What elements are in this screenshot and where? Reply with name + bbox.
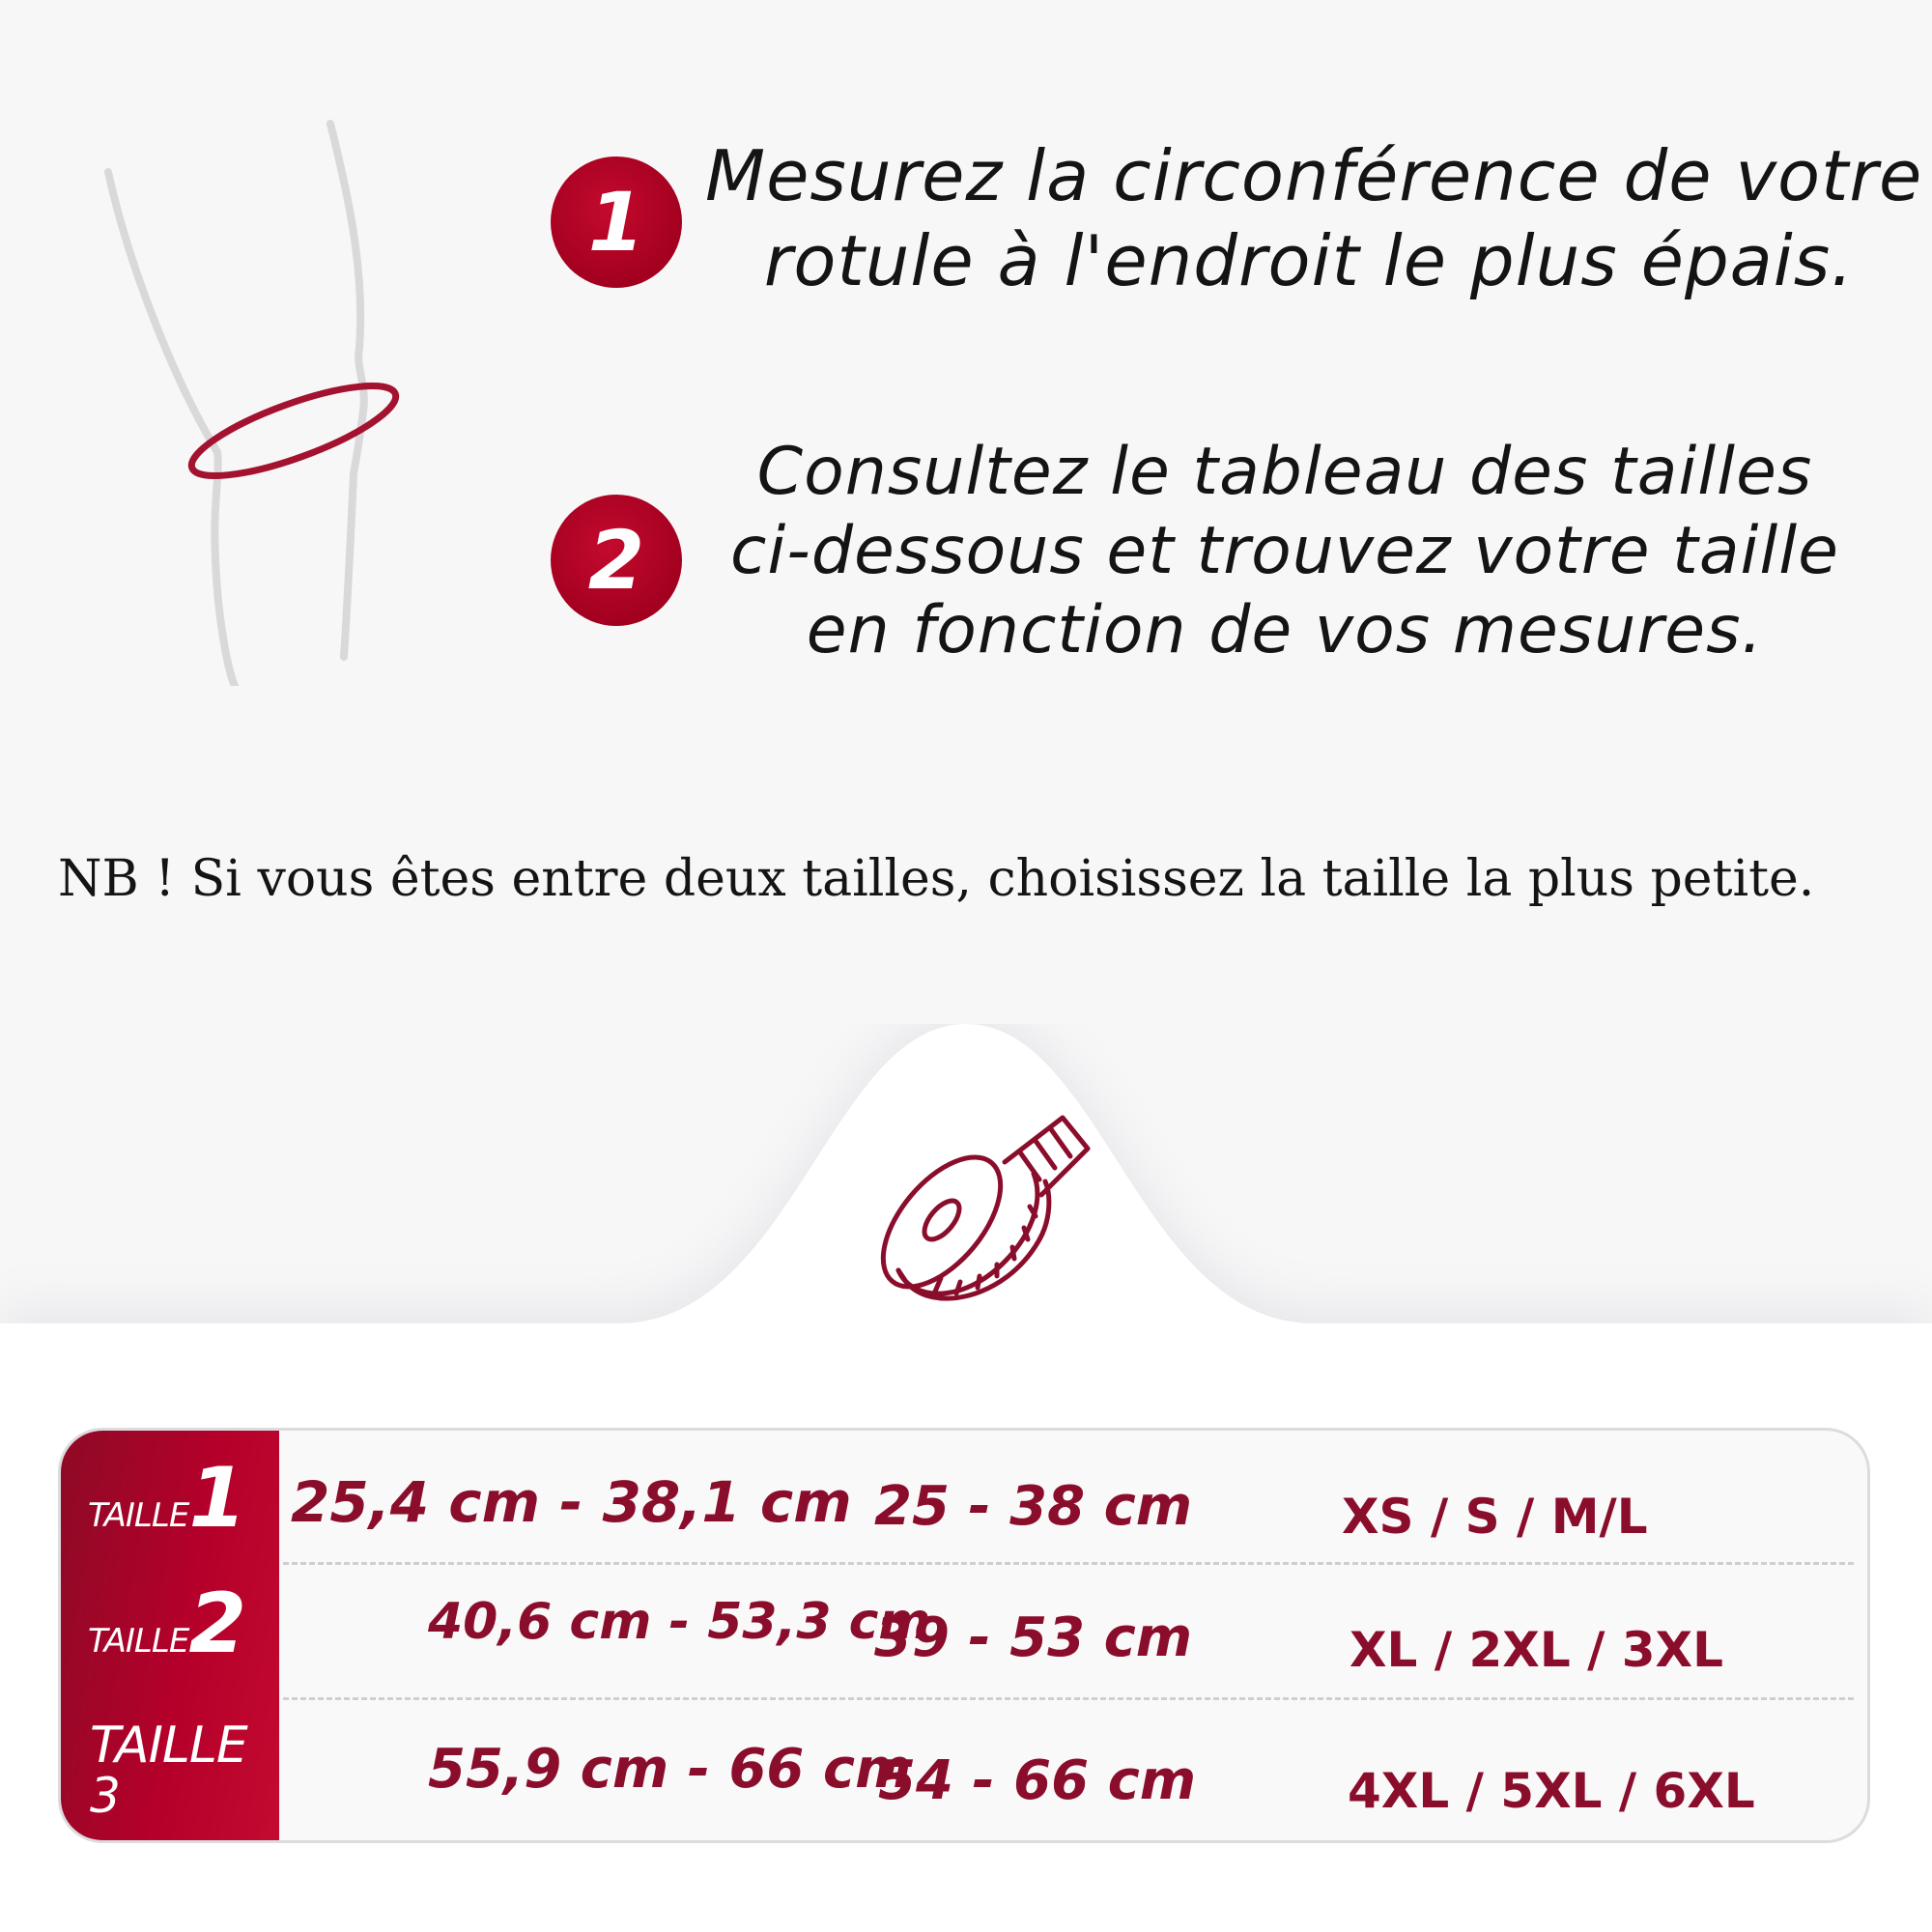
size-number-2: 2 (188, 1576, 247, 1672)
size-label-1 (88, 1450, 246, 1547)
fit-2: XL / 2XL / 3XL (1350, 1622, 1723, 1678)
range-b-2: 39 - 53 cm (874, 1606, 1193, 1669)
size-number-3: 3 (90, 1768, 121, 1824)
size-word-2: TAILLE (88, 1622, 189, 1661)
step-1-text (705, 133, 1923, 303)
size-label-2 (88, 1576, 246, 1672)
range-a-2: 40,6 cm - 53,3 cm (428, 1593, 931, 1651)
size-table (58, 1428, 1870, 1843)
range-a-1: 25,4 cm - 38,1 cm (291, 1469, 852, 1535)
size-label-3 (90, 1717, 264, 1824)
step-1-line-2: rotule à l'endroit le plus épais. (763, 220, 1855, 301)
fit-1: XS / S / M/L (1342, 1489, 1648, 1545)
step-2-badge: 2 (551, 495, 682, 626)
fit-3: 4XL / 5XL / 6XL (1348, 1763, 1755, 1819)
size-number-1: 1 (188, 1450, 247, 1547)
measuring-tape-icon (860, 1106, 1101, 1319)
sizing-note: NB ! Si vous êtes entre deux tailles, choisissez la taille la plus petite. (58, 850, 1815, 908)
step-2-line-1: Consultez le tableau des tailles (756, 434, 1813, 510)
range-a-3: 55,9 cm - 66 cm (428, 1738, 912, 1801)
size-word-1: TAILLE (88, 1496, 189, 1535)
row-divider-2 (283, 1697, 1854, 1700)
step-2-line-3: en fonction de vos mesures. (806, 592, 1764, 668)
range-b-1: 25 - 38 cm (874, 1475, 1193, 1538)
range-b-3: 54 - 66 cm (878, 1749, 1197, 1812)
row-divider-1 (283, 1562, 1854, 1565)
knee-measurement-icon (58, 106, 444, 686)
step-1-line-1: Mesurez la circonférence de votre (705, 135, 1923, 216)
size-word-3: TAILLE (90, 1717, 247, 1775)
step-2-text (705, 433, 1864, 670)
step-1-badge: 1 (551, 156, 682, 288)
step-2-line-2: ci-dessous et trouvez votre taille (730, 513, 1839, 589)
